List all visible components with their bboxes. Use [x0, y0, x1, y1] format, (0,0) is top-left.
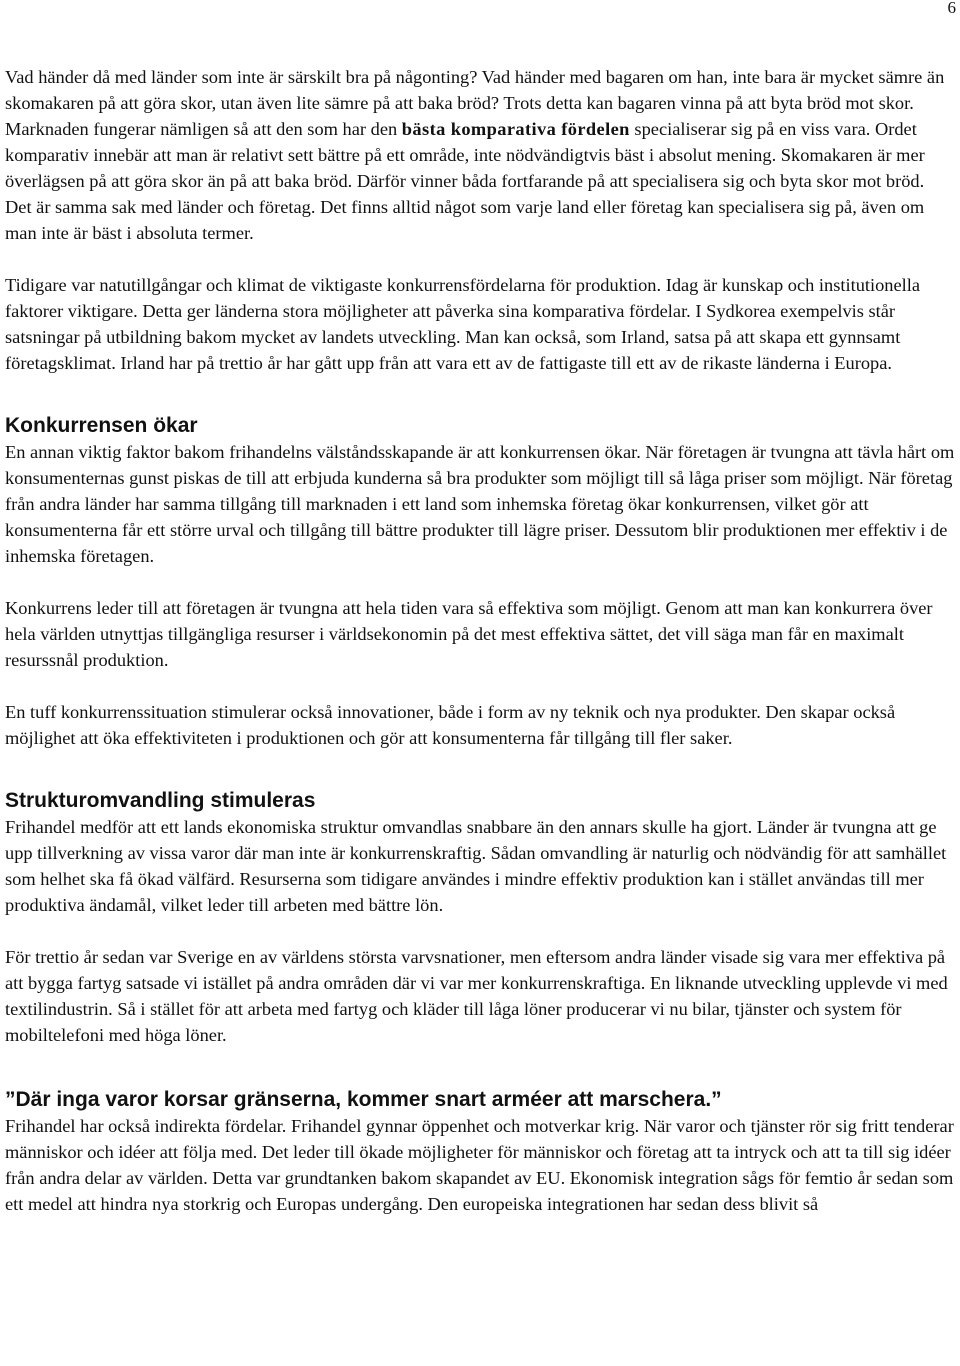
heading-strukturomvandling: Strukturomvandling stimuleras [5, 789, 316, 812]
strukturomvandling-paragraph-2: För trettio år sedan var Sverige en av världens största varvsnationer, men eftersom andra länder visade sig vara mer effektiva på att bygga fartyg satsade vi istället på andra områden där vi var mer konkurrenskraftiga. En liknande utveckling upplevde vi med textilindustrin. Så i stället för att arbeta med fartyg och kläder till låga löner producerar vi nu bilar, tjänster och system för mobiltelefoni med höga löner. [5, 947, 948, 1045]
heading-konkurrensen-okar: Konkurrensen ökar [5, 414, 198, 437]
intro-paragraph-1 [5, 64, 955, 246]
intro-paragraph-1-text-a: Vad händer då med länder som inte är särskilt bra på någonting? Vad händer med bagaren om han, inte bara är mycket sämre än skomakaren på att göra skor, utan även lite sämre på att baka bröd? Trots detta kan bagaren vinna på att byta bröd mot skor. Marknaden fungerar nämligen så att den som har den [5, 67, 945, 139]
page-number: 6 [947, 0, 956, 17]
bold-term-basta-komparativa-fordelen: bästa komparativa fördelen [401, 119, 630, 139]
intro-paragraph-2: Tidigare var natutillgångar och klimat de viktigaste konkurrensfördelarna för produktion. Idag är kunskap och institutionella faktorer viktigare. Detta ger länderna stora möjligheter att påverka sina komparativa fördelar. I Sydkorea exempelvis står satsningar på utbildning bakom mycket av landets utveckling. Man kan också, som Irland, satsa på att skapa ett gynnsamt företagsklimat. Irland har på trettio år har gått upp från att vara ett av de fattigaste till ett av de rikaste länderna i Europa. [5, 275, 921, 373]
document-body [5, 64, 955, 1217]
konkurrensen-paragraph-2: Konkurrens leder till att företagen är tvungna att hela tiden vara så effektiva som möjligt. Genom att man kan konkurrera över hela världen utnyttjas tillgängliga resurser i världsekonomin på det mest effektiva sättet, det vill säga man får en maximalt resurssnål produktion. [5, 598, 933, 670]
konkurrensen-paragraph-1: En annan viktig faktor bakom frihandelns välståndsskapande är att konkurrensen ökar. När företagen är tvungna att tävla hårt om konsumenternas gunst piskas de till att erbjuda kunderna så bra produkter som möjligt till så låga priser som möjligt. När företag från andra länder har samma tillgång till marknaden i ett land som inhemska företag ökar konkurrensen, vilket gör att konsumenterna får ett större urval och tillgång till bättre produkter till lägre priser. Dessutom blir produktionen mer effektiv i de inhemska företagen. [5, 442, 955, 566]
heading-quote: ”Där inga varor korsar gränserna, kommer snart arméer att marschera.” [5, 1088, 722, 1111]
quote-section-paragraph-1: Frihandel har också indirekta fördelar. Frihandel gynnar öppenhet och motverkar krig. När varor och tjänster rör sig fritt tenderar människor och idéer att följa med. Det leder till ökade möjligheter för människor och företag att ta intryck och att ta till sig idéer från andra delar av världen. Detta var grundtanken bakom skapandet av EU. Ekonomisk integration sågs för femtio år sedan som ett medel att hindra nya storkrig och Europas undergång. Den europeiska integrationen har sedan dess blivit så [5, 1116, 954, 1214]
konkurrensen-paragraph-3: En tuff konkurrenssituation stimulerar också innovationer, både i form av ny teknik och nya produkter. Den skapar också möjlighet att öka effektiviteten i produktionen och gör att konsumenterna får tillgång till fler saker. [5, 702, 896, 748]
intro-paragraph-1-text-b: specialiserar sig på en viss vara. Ordet komparativ innebär att man är relativt sett bättre på ett område, inte nödvändigtvis bäst i absolut mening. Skomakaren är mer överlägsen på att göra skor än på att baka bröd. Därför vinner båda fortfarande på att specialisera sig och byta skor mot bröd. Det är samma sak med länder och företag. Det finns alltid något som varje land eller företag kan specialisera sig på, även om man inte är bäst i absoluta termer. [5, 119, 925, 243]
strukturomvandling-paragraph-1: Frihandel medför att ett lands ekonomiska struktur omvandlas snabbare än den annars skulle ha gjort. Länder är tvungna att ge upp tillverkning av vissa varor där man inte är konkurrenskraftig. Sådan omvandling är naturlig och nödvändig för att samhället som helhet ska få ökad välfärd. Resurserna som tidigare användes i mindre effektiv produktion kan i stället användas till mer produktiva ändamål, vilket leder till arbeten med bättre lön. [5, 817, 947, 915]
